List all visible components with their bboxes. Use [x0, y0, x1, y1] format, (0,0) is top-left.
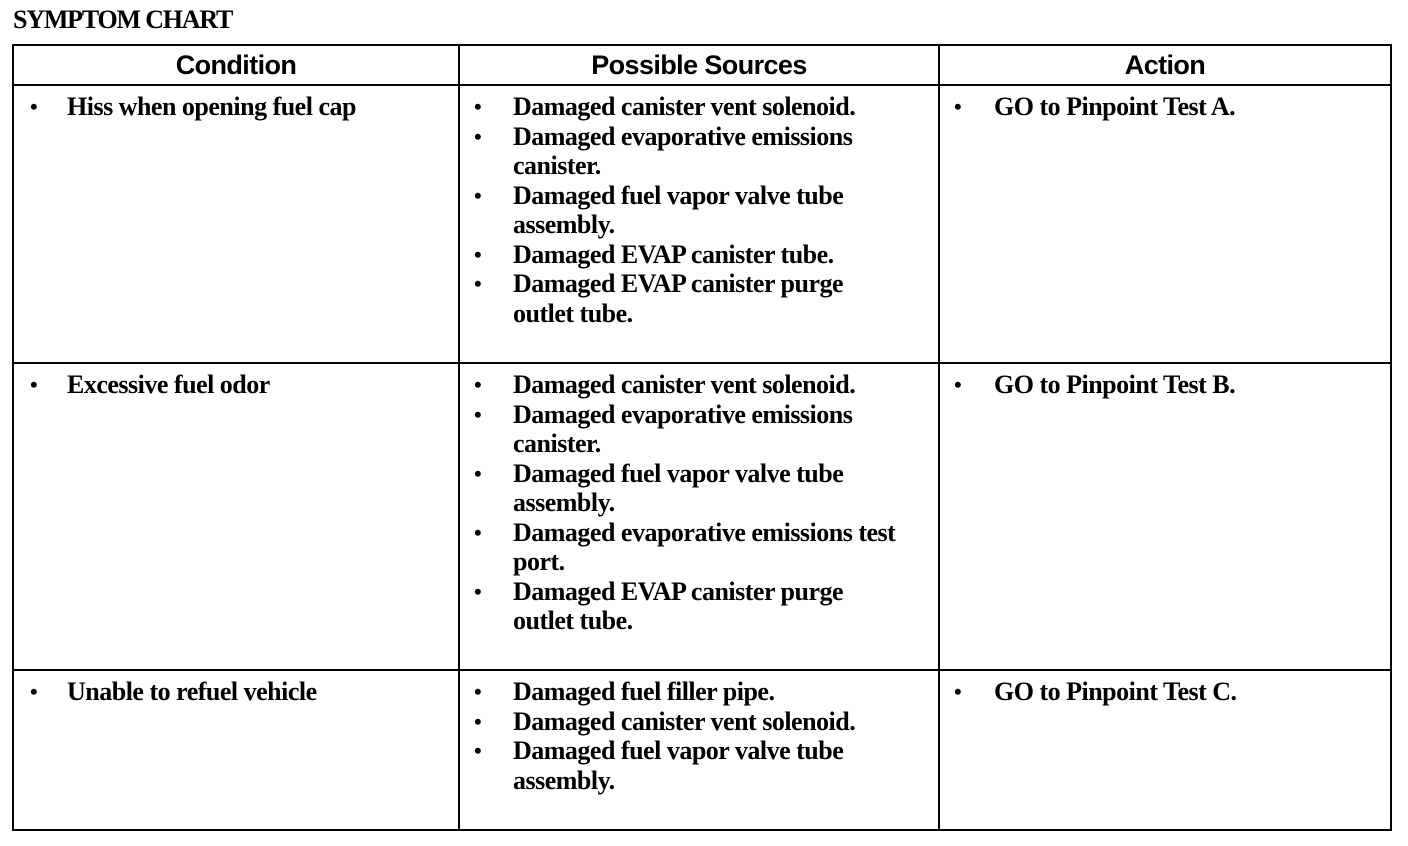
- action-cell: [939, 670, 1391, 830]
- bullet-icon: •: [474, 460, 482, 486]
- list-item: [460, 240, 938, 270]
- bullet-icon: •: [30, 372, 38, 397]
- header-condition: Condition: [13, 45, 459, 85]
- source-text: Damaged evaporative emissions canister.: [513, 399, 853, 458]
- table-row: [13, 363, 1391, 670]
- bullet-icon: •: [30, 94, 38, 119]
- bullet-icon: •: [474, 679, 482, 704]
- condition-list: [14, 364, 458, 402]
- bullet-icon: •: [474, 271, 482, 296]
- bullet-icon: •: [474, 182, 482, 208]
- list-item: [940, 370, 1390, 400]
- bullet-icon: •: [474, 519, 482, 545]
- action-text: GO to Pinpoint Test A.: [994, 92, 1236, 121]
- source-text: Damaged fuel vapor valve tube assembly.: [513, 736, 844, 795]
- source-text: Damaged canister vent solenoid.: [513, 706, 856, 736]
- header-action: Action: [939, 45, 1391, 85]
- source-text: Damaged EVAP canister purge outlet tube.: [513, 576, 844, 635]
- list-item: [460, 122, 938, 181]
- bullet-icon: •: [474, 94, 482, 119]
- bullet-icon: •: [474, 241, 482, 267]
- list-item: [460, 269, 938, 328]
- action-list: [940, 671, 1390, 709]
- source-text: Damaged fuel filler pipe.: [513, 677, 775, 706]
- list-item: [940, 92, 1390, 122]
- sources-list: [460, 671, 938, 797]
- list-item: [14, 370, 458, 400]
- page-title: SYMPTOM CHART: [13, 5, 233, 34]
- source-text: Damaged canister vent solenoid.: [513, 370, 856, 399]
- condition-text: Hiss when opening fuel cap: [67, 92, 356, 121]
- condition-cell: [13, 85, 459, 363]
- action-text: GO to Pinpoint Test C.: [994, 677, 1237, 706]
- list-item: [460, 181, 938, 240]
- action-list: [940, 86, 1390, 124]
- bullet-icon: •: [474, 578, 482, 604]
- list-item: [14, 677, 458, 707]
- list-item: [14, 92, 458, 122]
- list-item: [460, 92, 938, 122]
- list-item: [460, 370, 938, 400]
- list-item: [460, 677, 938, 707]
- bullet-icon: •: [474, 738, 482, 763]
- header-possible-sources: Possible Sources: [459, 45, 939, 85]
- sources-cell: [459, 85, 939, 363]
- bullet-icon: •: [474, 123, 482, 149]
- condition-text: Excessive fuel odor: [67, 370, 270, 399]
- list-item: [460, 518, 938, 577]
- list-item: [460, 459, 938, 518]
- table-header-row: [13, 45, 1391, 85]
- condition-list: [14, 86, 458, 124]
- source-text: Damaged evaporative emissions canister.: [513, 121, 853, 180]
- condition-text: Unable to refuel vehicle: [67, 677, 317, 706]
- list-item: [940, 677, 1390, 707]
- source-text: Damaged fuel vapor valve tube assembly.: [513, 180, 844, 239]
- sources-cell: [459, 363, 939, 670]
- condition-list: [14, 671, 458, 709]
- condition-cell: [13, 670, 459, 830]
- bullet-icon: •: [30, 679, 38, 704]
- condition-cell: [13, 363, 459, 670]
- action-cell: [939, 363, 1391, 670]
- sources-cell: [459, 670, 939, 830]
- source-text: Damaged EVAP canister purge outlet tube.: [513, 269, 844, 328]
- table-row: [13, 85, 1391, 363]
- source-text: Damaged EVAP canister tube.: [513, 239, 834, 269]
- sources-list: [460, 86, 938, 330]
- sources-list: [460, 364, 938, 638]
- bullet-icon: •: [954, 372, 962, 397]
- list-item: [460, 400, 938, 459]
- list-item: [460, 736, 938, 795]
- list-item: [460, 707, 938, 737]
- list-item: [460, 577, 938, 636]
- action-cell: [939, 85, 1391, 363]
- bullet-icon: •: [474, 708, 482, 734]
- symptom-table: [12, 44, 1392, 831]
- bullet-icon: •: [954, 94, 962, 119]
- source-text: Damaged evaporative emissions test port.: [513, 517, 896, 576]
- bullet-icon: •: [474, 401, 482, 427]
- bullet-icon: •: [474, 372, 482, 397]
- bullet-icon: •: [954, 679, 962, 704]
- source-text: Damaged canister vent solenoid.: [513, 92, 856, 121]
- table-row: [13, 670, 1391, 830]
- action-list: [940, 364, 1390, 402]
- source-text: Damaged fuel vapor valve tube assembly.: [513, 458, 844, 517]
- action-text: GO to Pinpoint Test B.: [994, 370, 1236, 399]
